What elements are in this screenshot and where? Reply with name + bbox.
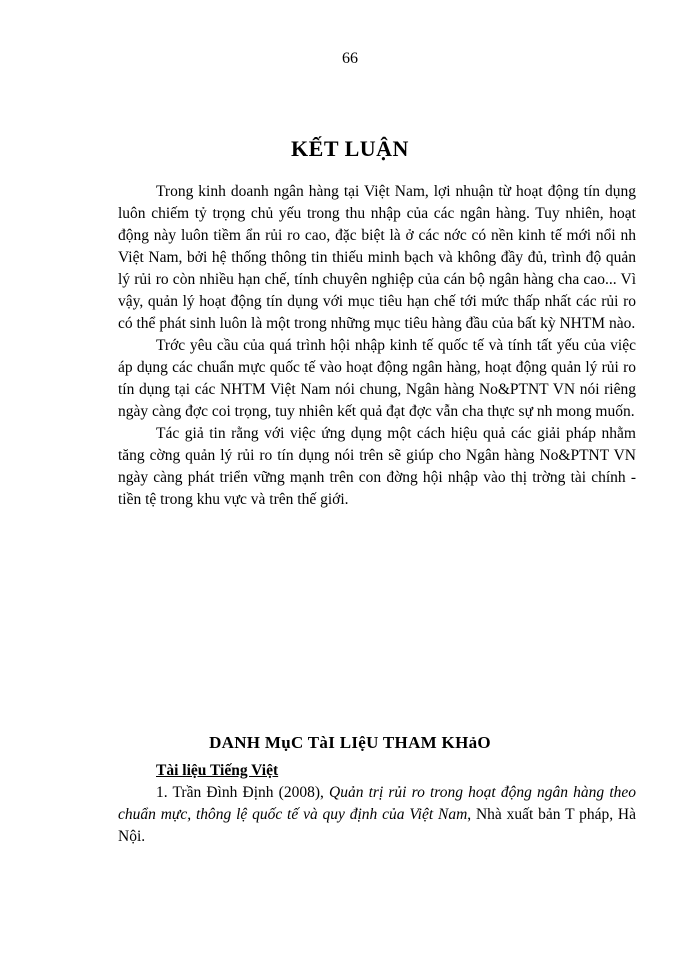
references-title: DANH MụC TàI LIệU THAM KHảO (209, 733, 491, 752)
reference-item-1 (118, 782, 636, 848)
reference-1-lead: 1. Trần Đình Định (2008), (156, 784, 330, 801)
references-list (118, 782, 636, 848)
reference-1-tail: , Nhà xuất bản T pháp, Hà Nội. (118, 806, 636, 845)
reference-1-title: Quản trị rủi ro trong hoạt động ngân hàng theo chuẩn mực, thông lệ quốc tế và quy định của Việt Nam (118, 784, 637, 823)
conclusion-paragraph-3: Tác giả tin rằng với việc ứng dụng một cách hiệu quả các giải pháp nhằm tăng cờng quản lý rủi ro tín dụng nói trên sẽ giúp cho Ngân hàng No&PTNT VN ngày càng phát triển vững mạnh trên con đờng hội nhập vào thị trờng tài chính - tiền tệ trong khu vực và trên thế giới. (118, 425, 636, 508)
references-subtitle: Tài liệu Tiếng Việt (156, 762, 279, 779)
page-number: 66 (342, 50, 358, 67)
conclusion-title: KẾT LUẬN (291, 136, 409, 161)
conclusion-paragraph-1: Trong kinh doanh ngân hàng tại Việt Nam, lợi nhuận từ hoạt động tín dụng luôn chiếm tỷ trọng chủ yếu trong thu nhập của các ngân hàng. Tuy nhiên, hoạt động này luôn tiềm ẩn rủi ro cao, đặc biệt là ở các nớc có nền kinh tế mới nổi nh Việt Nam, bởi hệ thống thông tin thiếu minh bạch và không đầy đủ, trình độ quản lý rủi ro còn nhiều hạn chế, tính chuyên nghiệp của cán bộ ngân hàng cha cao... Vì vậy, quản lý hoạt động tín dụng với mục tiêu hạn chế tới mức thấp nhất các rủi ro có thể phát sinh luôn là một trong những mục tiêu hàng đầu của bất kỳ NHTM nào. (118, 183, 636, 332)
conclusion-body (118, 181, 636, 511)
conclusion-paragraph-2: Trớc yêu cầu của quá trình hội nhập kinh tế quốc tế và tính tất yếu của việc áp dụng các chuẩn mực quốc tế vào hoạt động ngân hàng, hoạt động quản lý rủi ro tín dụng tại các NHTM Việt Nam nói chung, Ngân hàng No&PTNT VN nói riêng ngày càng đợc coi trọng, tuy nhiên kết quả đạt đợc vẫn cha thực sự nh mong muốn. (118, 337, 636, 420)
